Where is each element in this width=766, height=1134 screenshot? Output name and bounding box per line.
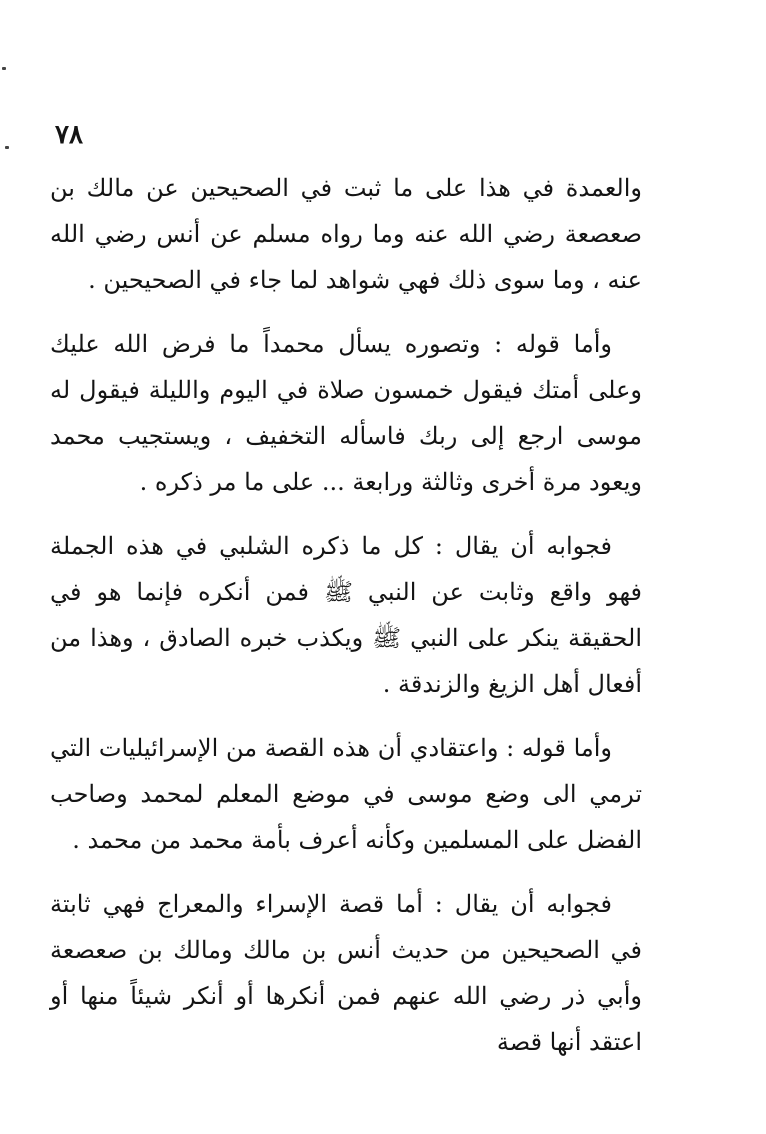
paragraph-5: فجوابه أن يقال : أما قصة الإسراء والمعراج فهي ثابتة في الصحيحين من حديث أنس بن مالك ومالك بن صعصعة وأبي ذر رضي الله عنهم فمن أنكرها أو أنكر شيئاً منها أو اعتقد أنها قصة [50,890,642,1056]
scan-mark-top [2,67,6,70]
page-body [50,165,642,1083]
paragraph-2: وأما قوله : وتصوره يسأل محمداً ما فرض الله عليك وعلى أمتك فيقول خمسون صلاة في اليوم والليلة فيقول له موسى ارجع إلى ربك فاسأله التخفيف ، ويستجيب محمد ويعود مرة أخرى وثالثة ورابعة ... على ما مر ذكره . [50,330,642,496]
paragraph-4: وأما قوله : واعتقادي أن هذه القصة من الإسرائيليات التي ترمي الى وضع موسى في موضع المعلم لمحمد وصاحب الفضل على المسلمين وكأنه أعرف بأمة محمد من محمد . [50,734,642,854]
paragraph-3: فجوابه أن يقال : كل ما ذكره الشلبي في هذه الجملة فهو واقع وثابت عن النبي ﷺ فمن أنكره فإنما هو في الحقيقة ينكر على النبي ﷺ ويكذب خبره الصادق ، وهذا من أفعال أهل الزيغ والزندقة . [50,532,642,698]
scan-mark-middle [5,146,9,149]
paragraph-1: والعمدة في هذا على ما ثبت في الصحيحين عن مالك بن صعصعة رضي الله عنه وما رواه مسلم عن أنس رضي الله عنه ، وما سوى ذلك فهي شواهد لما جاء في الصحيحين . [50,174,642,294]
page-number: ٧٨ [55,120,83,150]
